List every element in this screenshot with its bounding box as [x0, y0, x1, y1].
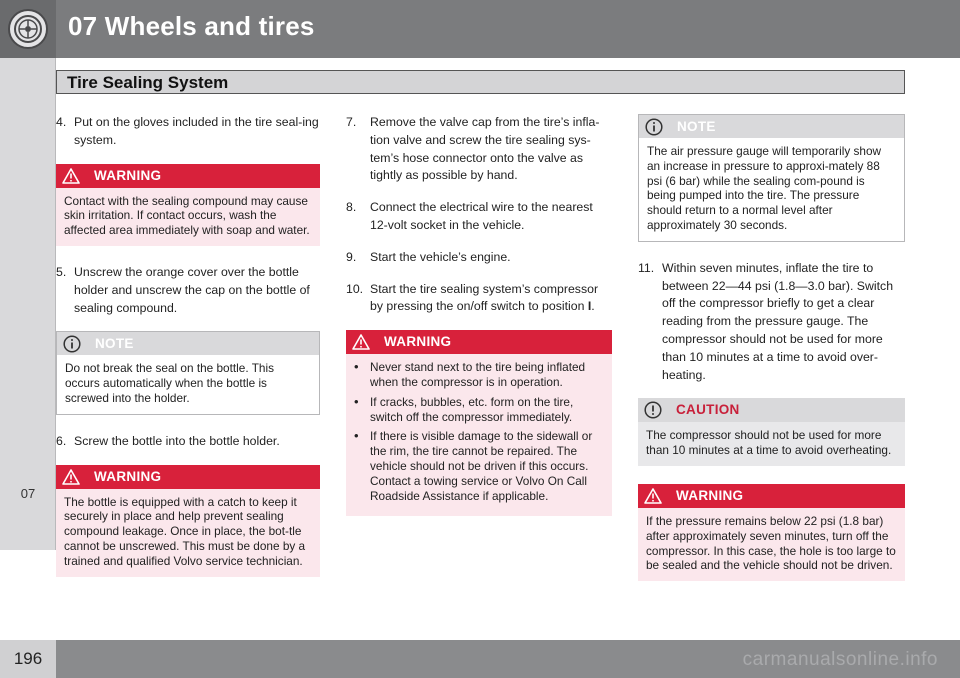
warning-title: WARNING	[676, 488, 744, 504]
step-6	[56, 433, 320, 451]
bullet-dot: •	[354, 428, 359, 444]
side-tab-chapter-number: 07	[20, 486, 36, 501]
note-header	[638, 114, 905, 138]
step-number: 5.	[56, 264, 67, 279]
page-number-box	[0, 640, 56, 678]
chapter-header	[0, 0, 960, 58]
step-4	[56, 114, 320, 150]
caution-body: The compressor should not be used for more than 10 minutes at a time to avoid overheating.	[638, 422, 905, 466]
warning-title: WARNING	[94, 468, 162, 484]
step-number: 4.	[56, 115, 67, 129]
exclamation-circle-icon	[644, 401, 662, 419]
bullet-item	[354, 429, 604, 503]
column-1	[56, 114, 320, 595]
step-text: Connect the electrical wire to the nearest 12-volt socket in the vehicle.	[370, 200, 593, 232]
watermark-text: carmanualsonline.info	[742, 649, 938, 670]
page-number: 196	[13, 649, 43, 668]
step-text-end: .	[591, 299, 595, 314]
warning-body: Contact with the sealing compound may cause skin irritation. If contact occurs, wash the affected area immediately with soap and water.	[56, 188, 320, 246]
step-text: Put on the gloves included in the tire seal-ing system.	[74, 115, 319, 147]
step-text: Within seven minutes, inflate the tire to between 22—44 psi (1.8—3.0 bar). Switch off the compressor briefly to get a clear reading from the pressure gauge. The compressor should not be used for more than 10 minutes at a time to avoid over-heating.	[662, 260, 894, 382]
step-9	[346, 249, 612, 267]
warning-title: WARNING	[94, 167, 162, 183]
note-body: The air pressure gauge will temporarily show an increase in pressure to approxi-mately 88 psi (6 bar) while the sealing com-pound is being pumped into the tire. The pressure should return to a normal level after approximately 30 seconds.	[638, 138, 905, 242]
step-text: Unscrew the orange cover over the bottle holder and unscrew the cap on the bottle of sealing compound.	[74, 264, 310, 315]
step-text: Screw the bottle into the bottle holder.	[74, 433, 280, 448]
bullet-dot: •	[354, 393, 359, 409]
column-2	[346, 114, 612, 534]
warning-body: If the pressure remains below 22 psi (1.8 bar) after approximately seven minutes, turn off the compressor. In this case, the hole is too large to be sealed and the vehicle should not be driven.	[638, 508, 905, 581]
bullet-item	[354, 395, 604, 425]
warning-header	[56, 465, 320, 489]
step-number: 7.	[346, 115, 357, 129]
caution-title: CAUTION	[676, 402, 740, 418]
step-text: Remove the valve cap from the tire’s infla-tion valve and screw the tire sealing sys-tem’s hose connector onto the valve as tightly as possible by hand.	[370, 115, 600, 183]
bullet-text: If cracks, bubbles, etc. form on the tire, switch off the compressor immediately.	[370, 394, 574, 424]
bullet-text: Never stand next to the tire being inflated when the compressor is in operation.	[370, 360, 586, 389]
section-title: Tire Sealing System	[67, 73, 229, 92]
info-circle-icon	[63, 335, 81, 353]
warning-header	[346, 330, 612, 354]
warning-body	[346, 354, 612, 516]
step-number: 6.	[56, 433, 67, 448]
section-bar	[56, 70, 905, 94]
step-7	[346, 114, 612, 185]
warning-triangle-icon	[62, 168, 80, 184]
switch-position-label: I	[587, 299, 592, 314]
chapter-title: 07 Wheels and tires	[68, 11, 315, 41]
step-number: 10.	[346, 281, 364, 296]
step-8	[346, 199, 612, 235]
bullet-text: If there is visible damage to the sidewall or the rim, the tire cannot be repaired. The vehicle should not be driven if this occurs. Contact a towing service or Volvo On Call Roadside Assistance if applicable.	[370, 429, 593, 503]
chapter-icon-box	[0, 0, 56, 58]
warning-box-skin-irritation	[56, 164, 320, 246]
warning-triangle-icon	[352, 334, 370, 350]
step-text-main: Start the tire sealing system’s compressor by pressing the on/off switch to position	[370, 281, 599, 314]
warning-bullet-list	[354, 360, 604, 503]
step-text: Start the vehicle’s engine.	[370, 249, 511, 264]
bullet-item	[354, 360, 604, 390]
caution-header	[638, 398, 905, 422]
note-title: NOTE	[95, 335, 134, 351]
step-11	[638, 260, 905, 385]
page-footer	[0, 640, 960, 678]
step-number: 11.	[638, 260, 655, 275]
warning-box-compressor	[346, 330, 612, 516]
column-3	[638, 114, 905, 599]
warning-header	[638, 484, 905, 508]
note-body: Do not break the seal on the bottle. This occurs automatically when the bottle is screwed into the holder.	[56, 355, 320, 414]
bullet-dot: •	[354, 359, 359, 375]
note-title: NOTE	[677, 118, 716, 134]
info-circle-icon	[645, 118, 663, 136]
wheel-icon	[7, 8, 49, 50]
warning-header	[56, 164, 320, 188]
note-box-seal	[56, 331, 320, 414]
warning-triangle-icon	[644, 488, 662, 504]
note-header	[56, 331, 320, 355]
warning-body: The bottle is equipped with a catch to keep it securely in place and help prevent sealing compound leakage. Once in place, the bot-tle cannot be unscrewed. This must be done by a trained and qualified Volvo service technician.	[56, 489, 320, 577]
step-number: 8.	[346, 200, 357, 215]
step-10	[346, 281, 612, 317]
warning-title: WARNING	[384, 334, 452, 350]
step-text	[370, 281, 612, 317]
step-number: 9.	[346, 249, 357, 264]
note-box-pressure-gauge	[638, 114, 905, 242]
caution-box-overheating	[638, 398, 905, 466]
warning-box-low-pressure	[638, 484, 905, 581]
step-5	[56, 264, 320, 317]
chapter-side-tab	[0, 58, 56, 550]
warning-triangle-icon	[62, 469, 80, 485]
warning-box-bottle-catch	[56, 465, 320, 577]
